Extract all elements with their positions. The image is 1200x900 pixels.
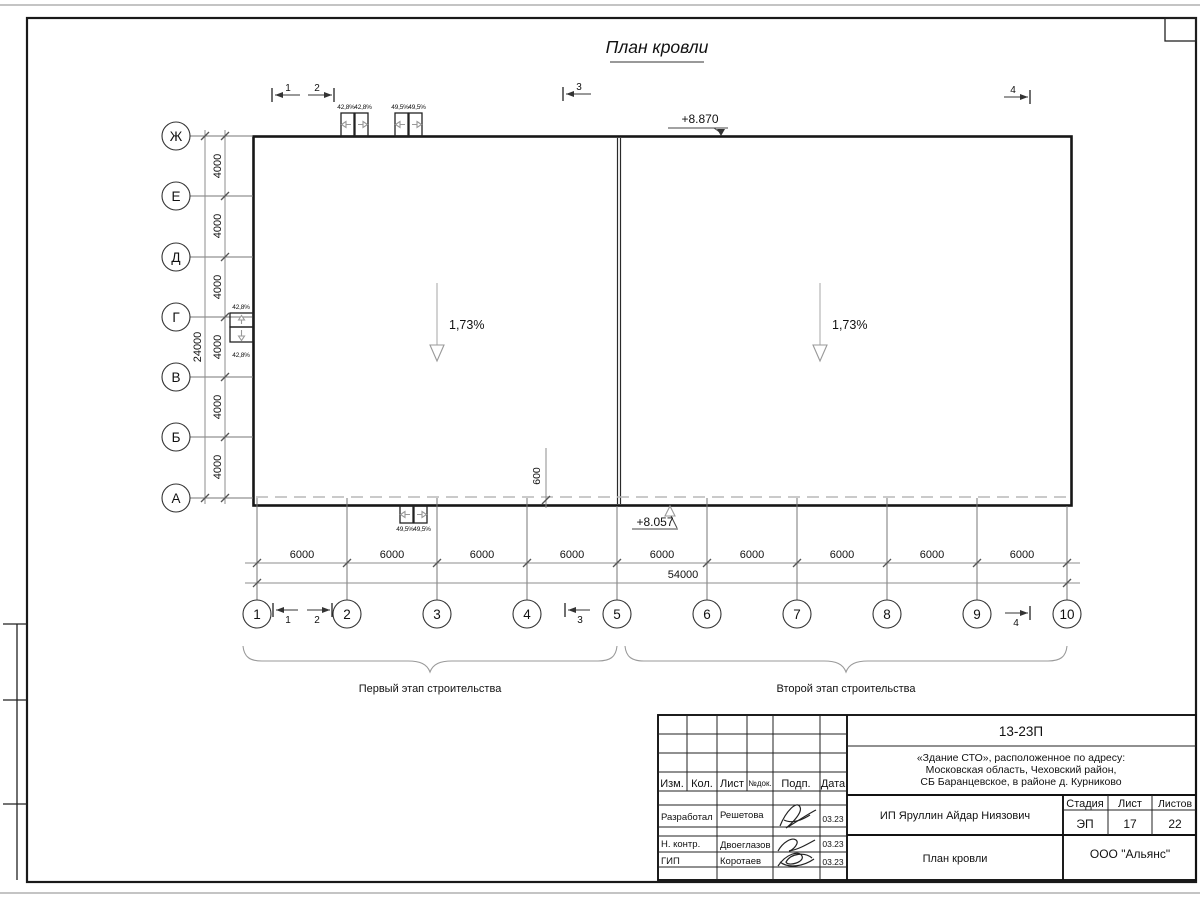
axis-label: 8 [883, 607, 891, 622]
project-address-line2: Московская область, Чеховский район, [925, 764, 1117, 776]
role-gip: ГИП [661, 856, 680, 867]
sheet-value: 17 [1123, 817, 1137, 831]
section-number: 1 [285, 83, 291, 94]
name-ncontrol: Двоеглазов [720, 840, 771, 851]
client-name: ИП Яруллин Айдар Ниязович [879, 810, 1031, 822]
section-number: 4 [1013, 618, 1019, 629]
stage-col-label: Стадия [1066, 798, 1104, 810]
col-header-data: Дата [820, 778, 846, 790]
section-number: 1 [285, 615, 291, 626]
axis-label: 5 [613, 607, 621, 622]
date-gip: 03.23 [822, 857, 844, 867]
stage-value: ЭП [1076, 817, 1094, 831]
signature-ncontrol [778, 839, 815, 851]
dim-label: 6000 [469, 549, 495, 561]
slope-label: 1,73% [832, 318, 868, 332]
elevation-mark-bottom [632, 506, 678, 529]
stage-two-bracket [625, 646, 1067, 672]
col-header-izm: Изм. [660, 778, 684, 790]
funnel-slope-label: 42,8% [337, 104, 355, 111]
axis-label: Ж [169, 129, 183, 144]
drawing-title [606, 37, 709, 62]
section-number: 2 [314, 615, 320, 626]
dim-label: 4000 [212, 274, 224, 300]
funnel-slope-label: 49,5% [408, 104, 426, 111]
company-name: ООО "Альянс" [1089, 847, 1171, 861]
name-developed: Решетова [720, 810, 764, 821]
roof-funnel-top-b [391, 104, 426, 136]
axis-label: 2 [343, 607, 351, 622]
axis-label: 4 [523, 607, 531, 622]
roof-plan-body [254, 137, 1072, 506]
dim-label: 4000 [212, 334, 224, 360]
bottom-dimensions [245, 549, 1080, 587]
sheet-col-label: Лист [1118, 798, 1142, 810]
axis-label: Г [172, 310, 180, 325]
left-axes [162, 122, 253, 512]
section-markers-top [272, 82, 1030, 104]
dim-total-label: 24000 [192, 331, 204, 363]
dim-label: 6000 [289, 549, 315, 561]
dim-label: 4000 [212, 394, 224, 420]
axis-label: Д [171, 250, 181, 265]
dim-label: 6000 [379, 549, 405, 561]
axis-label: 1 [253, 607, 261, 622]
funnel-slope-label: 49,5% [396, 526, 414, 533]
name-gip: Коротаев [720, 856, 762, 867]
dim-label: 4000 [212, 153, 224, 179]
role-ncontrol: Н. контр. [661, 839, 701, 850]
roof-outline [254, 137, 1072, 506]
elevation-value: +8.057 [636, 515, 674, 529]
section-number: 3 [577, 615, 583, 626]
dim-total-label: 54000 [667, 569, 699, 581]
col-header-podp: Подп. [781, 778, 811, 790]
dim-label: 6000 [739, 549, 765, 561]
signature-gip [778, 853, 814, 866]
col-header-ndok: №док. [748, 779, 772, 788]
section-number: 2 [314, 83, 320, 94]
date-ncontrol: 03.23 [822, 839, 844, 849]
dim-label: 4000 [212, 454, 224, 480]
doc-number: 13-23П [998, 724, 1044, 739]
left-margin-stamp [3, 624, 27, 880]
funnel-slope-label: 42,8% [232, 304, 250, 311]
title-block [658, 715, 1196, 880]
axis-label: А [171, 491, 181, 506]
funnel-slope-label: 49,5% [391, 104, 409, 111]
funnel-slope-label: 42,8% [232, 352, 250, 359]
dim-label: 6000 [829, 549, 855, 561]
stage-one-bracket [243, 646, 617, 672]
sheets-col-label: Листов [1157, 798, 1193, 810]
sheets-value: 22 [1168, 817, 1182, 831]
funnel-slope-label: 42,8% [354, 104, 372, 111]
signature-developed [780, 805, 816, 828]
elevation-mark-top [668, 112, 728, 136]
roof-funnel-left [230, 304, 253, 359]
stage-two-label: Второй этап строительства [776, 683, 916, 695]
axis-label: Б [171, 430, 181, 445]
axis-label: В [171, 370, 181, 385]
roof-funnel-top-a [337, 104, 372, 136]
role-developed: Разработал [661, 812, 713, 823]
project-address-line1: «Здание СТО», расположенное по адресу: [916, 752, 1126, 764]
corner-stamp-box [1165, 18, 1196, 41]
col-header-list: Лист [720, 778, 744, 790]
axis-label: 10 [1059, 607, 1075, 622]
dim-label: 4000 [212, 213, 224, 239]
section-number: 3 [576, 82, 582, 93]
date-developed: 03.23 [822, 814, 844, 824]
axis-label: 9 [973, 607, 981, 622]
axis-label: 6 [703, 607, 711, 622]
axis-label: Е [171, 189, 181, 204]
funnel-slope-label: 49,5% [413, 526, 431, 533]
roof-funnel-bottom [396, 506, 431, 533]
col-header-kol: Кол. [691, 778, 713, 790]
stage-brackets [243, 646, 1067, 695]
dim-label: 6000 [649, 549, 675, 561]
axis-label: 3 [433, 607, 441, 622]
dim-label: 6000 [559, 549, 585, 561]
slope-label: 1,73% [449, 318, 485, 332]
axis-label: 7 [793, 607, 801, 622]
section-markers-bottom [273, 603, 1030, 629]
page-title: План кровли [605, 37, 709, 57]
dim-label: 6000 [1009, 549, 1035, 561]
section-number: 4 [1010, 85, 1016, 96]
project-address-line3: СБ Баранцевское, в районе д. Курниково [920, 776, 1122, 788]
dim-label: 600 [531, 467, 543, 485]
dim-label: 6000 [919, 549, 945, 561]
stage-one-label: Первый этап строительства [358, 683, 502, 695]
sheet-title: План кровли [922, 853, 988, 865]
elevation-value: +8.870 [681, 112, 719, 126]
